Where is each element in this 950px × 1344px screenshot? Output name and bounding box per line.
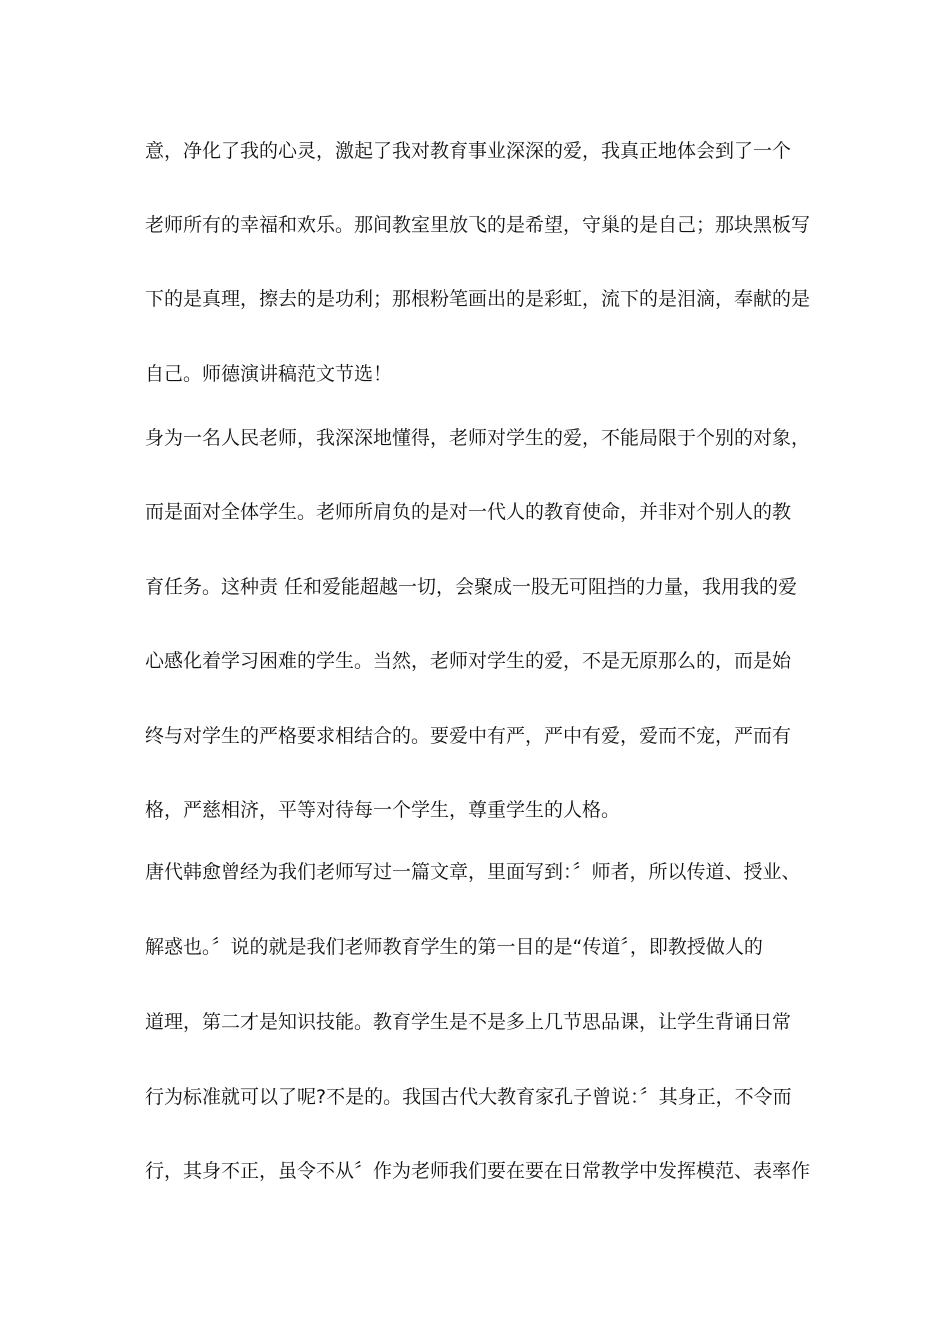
text-line-8: 心感化着学习困难的学生。当然，老师对学生的爱，不是无原那么的，而是始: [145, 650, 792, 672]
text-line-4: 自己。师德演讲稿范文节选！: [145, 363, 393, 385]
text-line-10: 格，严慈相济，平等对待每一个学生，尊重学生的人格。: [145, 799, 621, 821]
text-line-3: 下的是真理，擦去的是功利；那根粉笔画出的是彩虹，流下的是泪滴，奉献的是: [145, 288, 811, 310]
text-line-7: 育任务。这种责 任和爱能超越一切，会聚成一股无可阻挡的力量，我用我的爱: [145, 576, 798, 598]
text-line-14: 行为标准就可以了呢?不是的。我国古代大教育家孔子曾说：〞其身正，不令而: [145, 1086, 792, 1108]
text-line-15: 行，其身不正，虽令不从〞作为老师我们要在要在日常教学中发挥模范、表率作: [145, 1160, 811, 1182]
text-line-2: 老师所有的幸福和欢乐。那间教室里放飞的是希望，守巢的是自己；那块黑板写: [145, 214, 811, 236]
text-line-11: 唐代韩愈曾经为我们老师写过一篇文章，里面写到：〞师者，所以传道、授业、: [145, 861, 801, 883]
text-line-1: 意，净化了我的心灵，激起了我对教育事业深深的爱，我真正地体会到了一个: [145, 140, 792, 162]
text-line-9: 终与对学生的严格要求相结合的。要爱中有严，严中有爱，爱而不宠，严而有: [145, 725, 792, 747]
text-line-13: 道理，第二才是知识技能。教育学生是不是多上几节思品课，让学生背诵日常: [145, 1011, 792, 1033]
text-line-5: 身为一名人民老师，我深深地懂得，老师对学生的爱，不能局限于个别的对象，: [145, 427, 811, 449]
text-line-12: 解惑也。〞说的就是我们老师教育学生的第一目的是“传道〞，即教授做人的: [145, 936, 763, 958]
text-line-6: 而是面对全体学生。老师所肩负的是对一代人的教育使命，并非对个别人的教: [145, 501, 792, 523]
